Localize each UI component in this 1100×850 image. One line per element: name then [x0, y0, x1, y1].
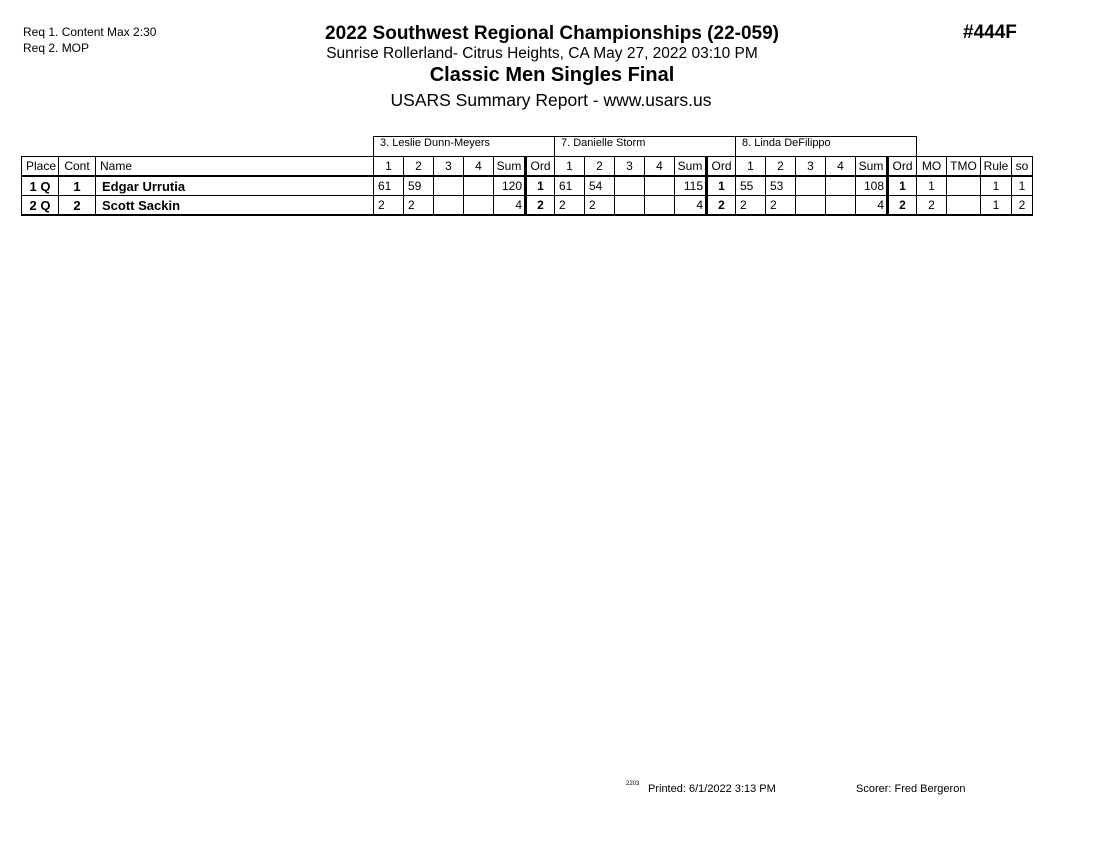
col-header-score: 2	[404, 157, 434, 177]
score-cell	[796, 196, 826, 216]
col-header-so: so	[1012, 157, 1033, 177]
score-cell	[826, 176, 856, 196]
col-header-rule: Rule	[981, 157, 1012, 177]
score-cell: 59	[404, 176, 434, 196]
col-header-cont: Cont	[59, 157, 96, 177]
score-cell: 55	[736, 176, 766, 196]
mo-cell: 1	[917, 176, 947, 196]
score-cell	[464, 176, 494, 196]
sum-cell: 120	[494, 176, 526, 196]
place-cell: 1 Q	[22, 176, 59, 196]
score-cell	[464, 196, 494, 216]
col-header-sum: Sum	[494, 157, 526, 177]
requirement-1: Req 1. Content Max 2:30	[23, 25, 157, 39]
col-header-score: 1	[374, 157, 404, 177]
ord-cell: 2	[526, 196, 555, 216]
rule-cell: 1	[981, 176, 1012, 196]
score-cell: 61	[374, 176, 404, 196]
score-cell: 2	[736, 196, 766, 216]
cont-cell: 1	[59, 176, 96, 196]
col-header-tmo: TMO	[947, 157, 981, 177]
score-cell	[434, 176, 464, 196]
printed-timestamp: Printed: 6/1/2022 3:13 PM	[648, 783, 776, 795]
column-header-row	[22, 157, 1033, 177]
sum-cell: 4	[494, 196, 526, 216]
results-table	[21, 136, 1033, 216]
col-header-sum: Sum	[675, 157, 707, 177]
col-header-score: 1	[555, 157, 585, 177]
ord-cell: 1	[707, 176, 736, 196]
mo-cell: 2	[917, 196, 947, 216]
score-cell: 2	[585, 196, 615, 216]
col-header-place: Place	[22, 157, 59, 177]
score-cell	[826, 196, 856, 216]
judges-row	[22, 137, 1033, 157]
place-cell: 2 Q	[22, 196, 59, 216]
col-header-score: 3	[796, 157, 826, 177]
score-cell: 2	[555, 196, 585, 216]
sum-cell: 115	[675, 176, 707, 196]
score-cell	[645, 176, 675, 196]
scorer-name: Scorer: Fred Bergeron	[856, 783, 966, 795]
judge-name: 3. Leslie Dunn-Meyers	[374, 137, 555, 157]
score-cell: 2	[404, 196, 434, 216]
table-row	[22, 196, 1033, 216]
sum-cell: 4	[675, 196, 707, 216]
score-cell: 2	[766, 196, 796, 216]
score-cell	[645, 196, 675, 216]
so-cell: 1	[1012, 176, 1033, 196]
score-cell: 53	[766, 176, 796, 196]
ord-cell: 1	[888, 176, 917, 196]
col-header-ord: Ord	[707, 157, 736, 177]
col-header-score: 2	[766, 157, 796, 177]
competition-title: 2022 Southwest Regional Championships (22-059)	[325, 23, 779, 44]
judge-name: 8. Linda DeFilippo	[736, 137, 917, 157]
event-number: #444F	[963, 22, 1017, 43]
tmo-cell	[947, 196, 981, 216]
sum-cell: 4	[856, 196, 888, 216]
ord-cell: 2	[888, 196, 917, 216]
col-header-score: 3	[615, 157, 645, 177]
score-cell: 54	[585, 176, 615, 196]
ord-cell: 2	[707, 196, 736, 216]
competition-location: Sunrise Rollerland- Citrus Heights, CA May 27, 2022 03:10 PM	[326, 45, 758, 62]
skater-name: Scott Sackin	[96, 196, 374, 216]
score-cell	[796, 176, 826, 196]
footer-code: 2203	[626, 781, 640, 787]
col-header-score: 4	[826, 157, 856, 177]
col-header-mo: MO	[917, 157, 947, 177]
col-header-sum: Sum	[856, 157, 888, 177]
col-header-score: 4	[464, 157, 494, 177]
ord-cell: 1	[526, 176, 555, 196]
col-header-name: Name	[96, 157, 374, 177]
sum-cell: 108	[856, 176, 888, 196]
judge-name: 7. Danielle Storm	[555, 137, 736, 157]
so-cell: 2	[1012, 196, 1033, 216]
cont-cell: 2	[59, 196, 96, 216]
requirement-2: Req 2. MOP	[23, 41, 90, 55]
col-header-score: 3	[434, 157, 464, 177]
table-row	[22, 176, 1033, 196]
score-cell	[434, 196, 464, 216]
rule-cell: 1	[981, 196, 1012, 216]
col-header-score: 4	[645, 157, 675, 177]
col-header-score: 1	[736, 157, 766, 177]
report-title: USARS Summary Report - www.usars.us	[390, 90, 712, 110]
score-cell	[615, 196, 645, 216]
event-title: Classic Men Singles Final	[429, 64, 675, 86]
col-header-ord: Ord	[526, 157, 555, 177]
col-header-score: 2	[585, 157, 615, 177]
score-cell: 2	[374, 196, 404, 216]
tmo-cell	[947, 176, 981, 196]
skater-name: Edgar Urrutia	[96, 176, 374, 196]
col-header-ord: Ord	[888, 157, 917, 177]
score-cell	[615, 176, 645, 196]
score-cell: 61	[555, 176, 585, 196]
